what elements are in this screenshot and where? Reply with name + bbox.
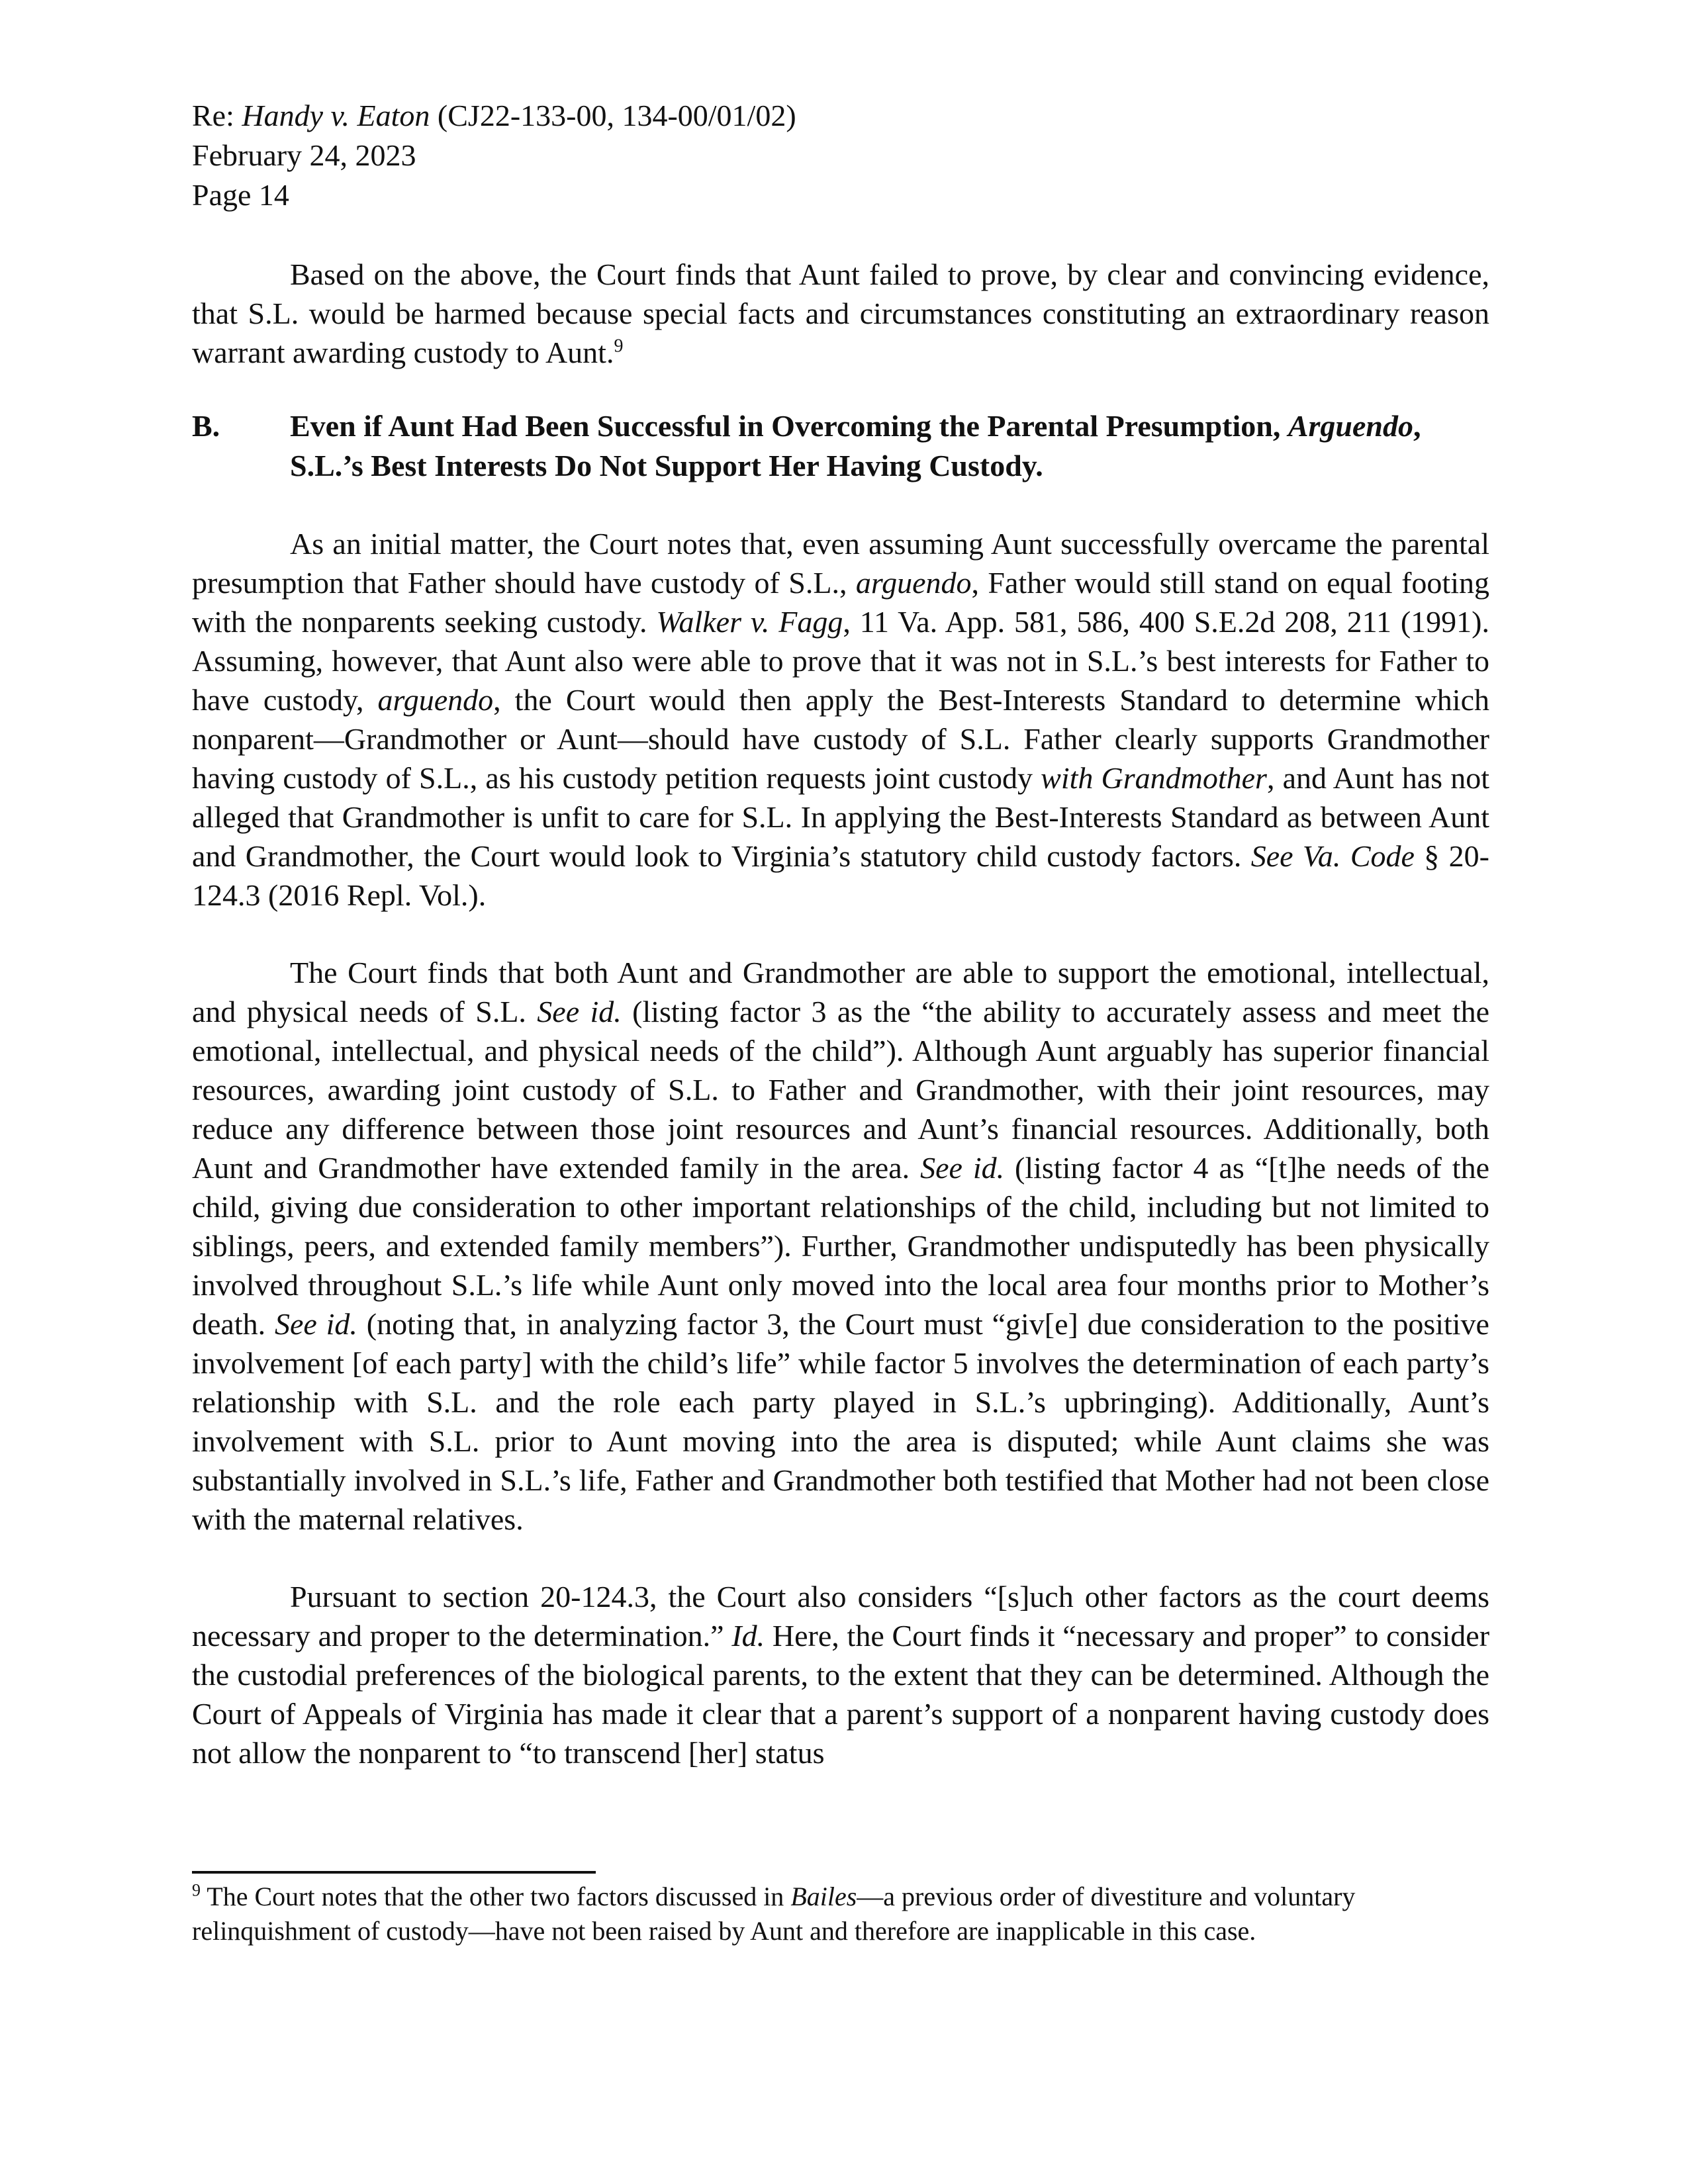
case-reference: Re: Handy v. Eaton (CJ22-133-00, 134-00/01/02) [192, 99, 796, 132]
case-name: Handy v. Eaton [242, 99, 430, 132]
case-numbers: (CJ22-133-00, 134-00/01/02) [430, 99, 796, 132]
footnote-number: 9 [192, 1880, 201, 1900]
footnote-9: $^9$ The Court notes that the other two factors discussed in Bailes—a previous order of divestiture and voluntary relinquishment of custody—have not been raised by Aunt and therefore are inapplicable in this case. [192, 1880, 1356, 1946]
section-label: B. [192, 409, 220, 443]
paragraph-4: Pursuant to section 20-124.3, the Court also considers “[s]uch other factors as the court deems necessary and proper to the determination.” Id. Here, the Court finds it “necessary and proper” to consider the custodial preferences of the biological parents, to the extent that they can be determined. Although the Court of Appeals of Virginia has made it clear that a parent’s support of a nonparent having custody does not allow the nonparent to “to transcend [her] status [192, 1580, 1490, 1770]
letter-header [192, 96, 1489, 215]
paragraph-3: The Court finds that both Aunt and Grandmother are able to support the emotional, intellectual, and physical needs of S.L. See id. (listing factor 3 as the “the ability to accurately assess and meet the emotional, intellectual, and physical needs of the child”). Although Aunt arguably has superior financial resources, awarding joint custody of S.L. to Father and Grandmother, with their joint resources, may reduce any difference between those joint resources and Aunt’s financial resources. Additionally, both Aunt and Grandmother have extended family in the area. See id. (listing factor 4 as “[t]he needs of the child, giving due consideration to other important relationships of the child, including but not limited to siblings, peers, and extended family members”). Further, Grandmother undisputedly has been physically involved throughout S.L.’s life while Aunt only moved into the local area four months prior to Mother’s death. See id. (noting that, in analyzing factor 3, the Court must “giv[e] due consideration to the positive involvement [of each party] with the child’s life” while factor 5 involves the determination of each party’s relationship with S.L. and the role each party played in S.L.’s upbringing). Additionally, Aunt’s involvement with S.L. prior to Aunt moving into the area is disputed; while Aunt claims she was substantially involved in S.L.’s life, Father and Grandmother both testified that Mother had not been close with the maternal relatives. [192, 956, 1490, 1536]
paragraph-1: Based on the above, the Court finds that Aunt failed to prove, by clear and convincing evidence, that S.L. would be harmed because special facts and circumstances constituting an extraordinary reason warrant awarding custody to Aunt.$^9$ [192, 257, 1489, 369]
page-number: Page 14 [192, 178, 289, 212]
footnote-divider [192, 1871, 596, 1874]
section-title: Even if Aunt Had Been Successful in Overcoming the Parental Presumption, Arguendo, S.L.’s Best Interests Do Not Support Her Having Custody. [290, 409, 1421, 482]
citation-case-name: Walker v. Fagg [656, 605, 843, 639]
footnote-reference: 9 [614, 336, 624, 357]
citation-statute: See Va. Code [1250, 839, 1415, 873]
paragraph-2: As an initial matter, the Court notes that, even assuming Aunt successfully overcame the parental presumption that Father should have custody of S.L., arguendo, Father would still stand on equal footing with the nonparents seeking custody. Walker v. Fagg, 11 Va. App. 581, 586, 400 S.E.2d 208, 211 (1991). Assuming, however, that Aunt also were able to prove that it was not in S.L.’s best interests for Father to have custody, arguendo, the Court would then apply the Best-Interests Standard to determine which nonparent—Grandmother or Aunt—should have custody of S.L. Father clearly supports Grandmother having custody of S.L., as his custody petition requests joint custody with Grandmother, and Aunt has not alleged that Grandmother is unfit to care for S.L. In applying the Best-Interests Standard as between Aunt and Grandmother, the Court would look to Virginia’s statutory child custody factors. See Va. Code § 20-124.3 (2016 Repl. Vol.). [192, 527, 1490, 912]
section-b-heading [192, 406, 1489, 486]
letter-date: February 24, 2023 [192, 138, 416, 172]
